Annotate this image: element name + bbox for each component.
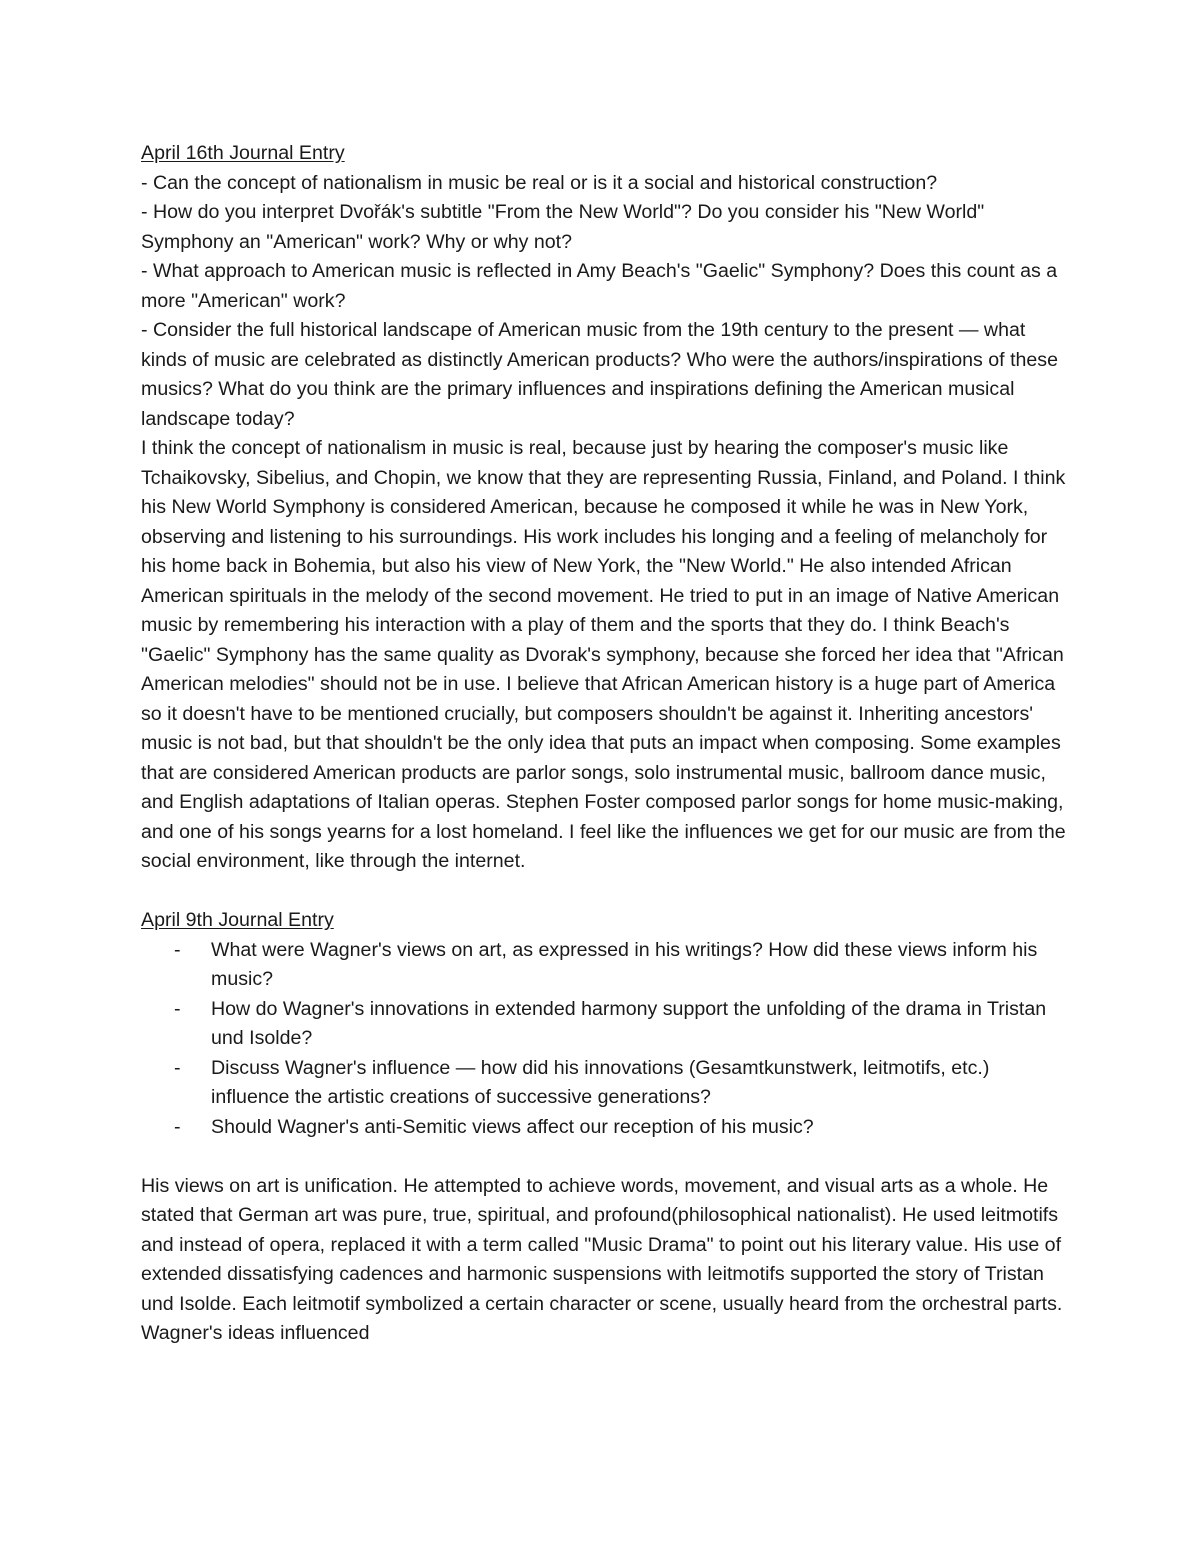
journal-entry-april-16	[141, 139, 1066, 877]
question-line: - What approach to American music is reflected in Amy Beach's "Gaelic" Symphony? Does this count as a more "American" work?	[141, 260, 1058, 312]
question-line: - Consider the full historical landscape of American music from the 19th century to the present — what kinds of music are celebrated as distinctly American products? Who were the authors/inspirations of these musics? What do you think are the primary influences and inspirations defining the American musical landscape today?	[141, 319, 1059, 430]
question-text: How do Wagner's innovations in extended harmony support the unfolding of the drama in Tristan und Isolde?	[211, 997, 1047, 1049]
question-text: What were Wagner's views on art, as expressed in his writings? How did these views inform his music?	[211, 938, 1038, 990]
bullet-dash: -	[174, 1056, 181, 1079]
blank-line	[141, 877, 1066, 907]
entry-title: April 16th Journal Entry	[141, 142, 345, 164]
entry-title: April 9th Journal Entry	[141, 909, 334, 931]
bullet-dash: -	[174, 997, 181, 1020]
blank-line	[141, 1142, 1066, 1172]
response-paragraph: I think the concept of nationalism in music is real, because just by hearing the composer's music like Tchaikovsky, Sibelius, and Chopin, we know that they are representing Russia, Finland, and Poland. I think his New World Symphony is considered American, because he composed it while he was in New York, observing and listening to his surroundings. His work includes his longing and a feeling of melancholy for his home back in Bohemia, but also his view of New York, the "New World." He also intended African American spirituals in the melody of the second movement. He tried to put in an image of Native American music by remembering his interaction with a play of them and the sports that they do. I think Beach's "Gaelic" Symphony has the same quality as Dvorak's symphony, because she forced her idea that "African American melodies" should not be in use. I believe that African American history is a huge part of America so it doesn't have to be mentioned crucially, but composers shouldn't be against it. Inheriting ancestors' music is not bad, but that shouldn't be the only idea that puts an impact when composing. Some examples that are considered American products are parlor songs, solo instrumental music, ballroom dance music, and English adaptations of Italian operas. Stephen Foster composed parlor songs for home music-making, and one of his songs yearns for a lost homeland. I feel like the influences we get for our music are from the social environment, like through the internet.	[141, 437, 1066, 872]
question-line: - How do you interpret Dvořák's subtitle "From the New World"? Do you consider his "New World" Symphony an "American" work? Why or why not?	[141, 201, 985, 253]
question-text: Should Wagner's anti-Semitic views affect our reception of his music?	[211, 1115, 814, 1138]
list-item	[141, 1113, 1066, 1143]
document-body	[141, 139, 1066, 1349]
question-text: Discuss Wagner's influence — how did his innovations (Gesamtkunstwerk, leitmotifs, etc.) influence the artistic creations of successive generations?	[211, 1056, 990, 1108]
list-item	[141, 995, 1066, 1054]
bullet-dash: -	[174, 1115, 181, 1138]
bullet-dash: -	[174, 938, 181, 961]
list-item	[141, 936, 1066, 995]
journal-entry-april-9	[141, 906, 1066, 1349]
response-paragraph: His views on art is unification. He attempted to achieve words, movement, and visual arts as a whole. He stated that German art was pure, true, spiritual, and profound(philosophical nationalist). He used leitmotifs and instead of opera, replaced it with a term called "Music Drama" to point out his literary value. His use of extended dissatisfying cadences and harmonic suspensions with leitmotifs supported the story of Tristan und Isolde. Each leitmotif symbolized a certain character or scene, usually heard from the orchestral parts. Wagner's ideas influenced	[141, 1174, 1063, 1344]
list-item	[141, 1054, 1066, 1113]
question-line: - Can the concept of nationalism in music be real or is it a social and historical construction?	[141, 171, 938, 194]
question-list	[141, 936, 1066, 1143]
